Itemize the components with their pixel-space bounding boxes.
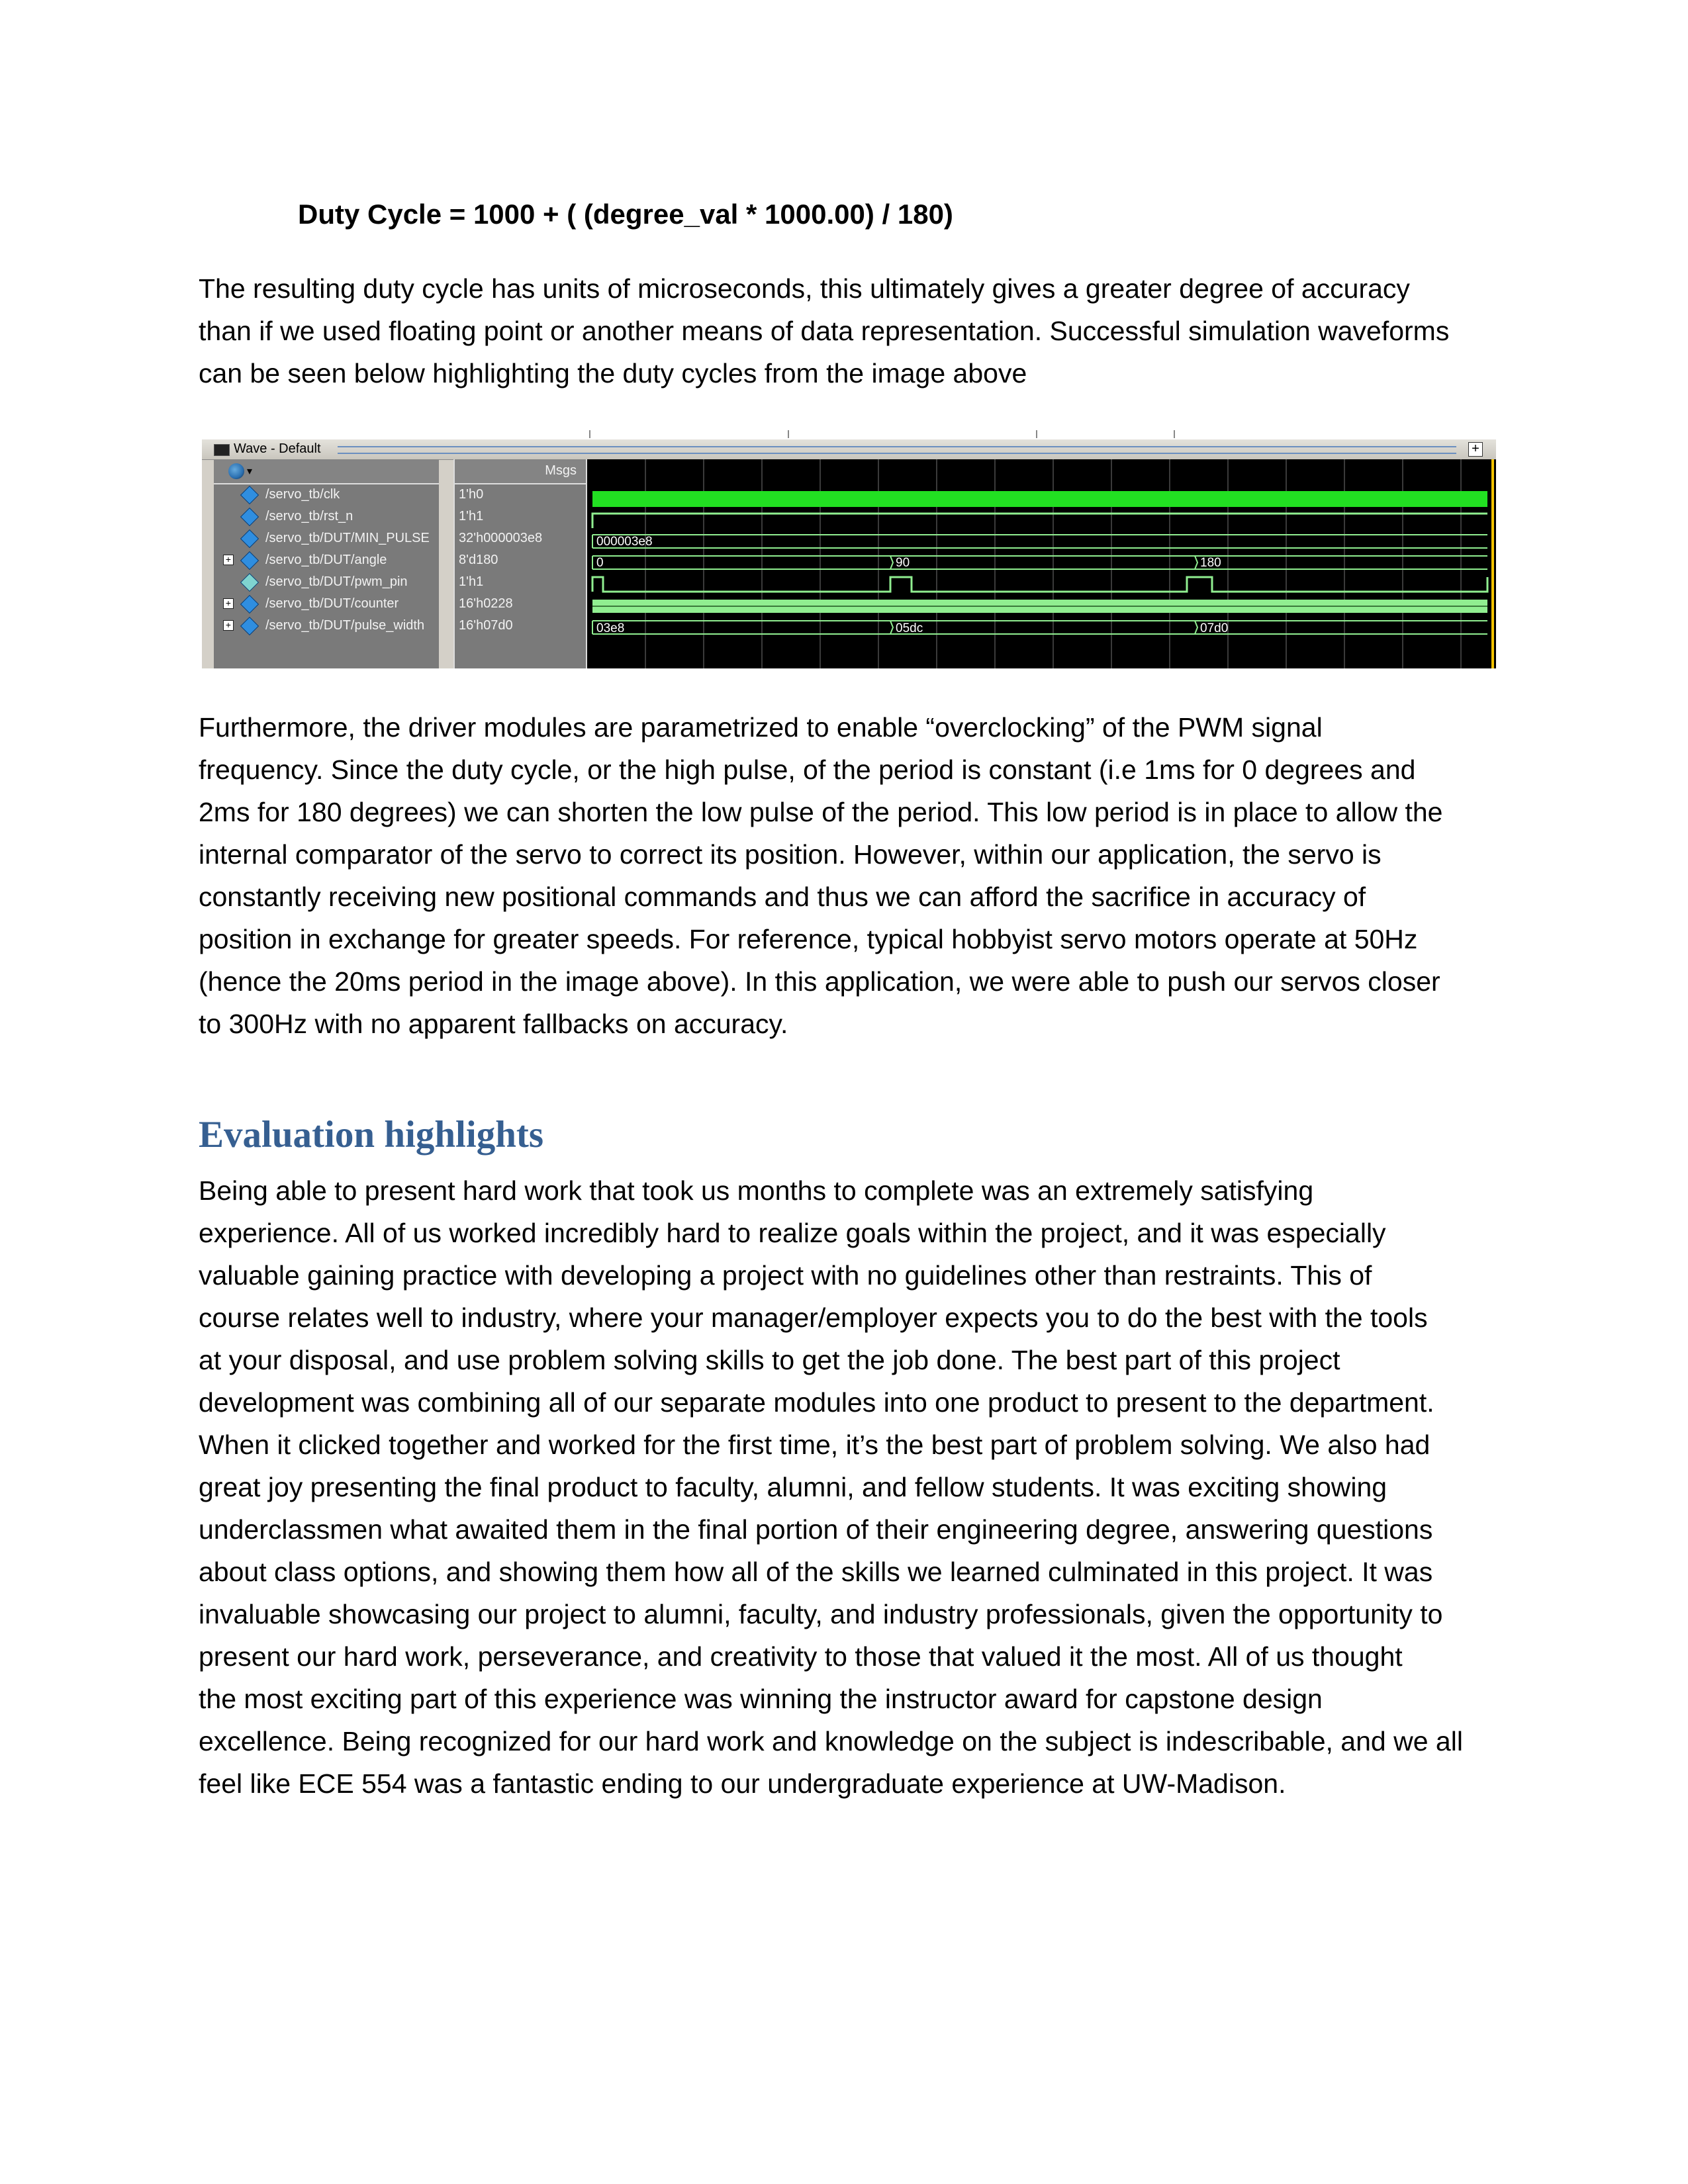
text-line: the most exciting part of this experience was winning the instructor award for capstone design: [199, 1684, 1323, 1714]
signal-value: 8'd180: [459, 553, 498, 567]
signal-name: /servo_tb/clk: [265, 487, 340, 502]
drag-grip[interactable]: [338, 446, 1456, 454]
waveform-plot[interactable]: [586, 459, 1496, 668]
signal-diamond-icon: [240, 617, 259, 635]
signal-diamond-icon: [240, 529, 259, 548]
signal-value: 16'h07d0: [459, 618, 513, 633]
values-header: [455, 459, 586, 484]
text-line: great joy presenting the final product to faculty, alumni, and fellow students. It was exciting showing: [199, 1472, 1387, 1502]
rst-wave: [592, 514, 1487, 528]
text-line: 2ms for 180 degrees) we can shorten the low pulse of the period. This low period is in place to allow the: [199, 797, 1443, 827]
text-line: underclassmen what awaited them in the final portion of their engineering degree, answering questions: [199, 1514, 1433, 1545]
text-line: to 300Hz with no apparent fallbacks on accuracy.: [199, 1009, 788, 1039]
pulse-width-label: 05dc: [896, 621, 923, 635]
text-line: frequency. Since the duty cycle, or the high pulse, of the period is constant (i.e 1ms for 0 degrees and: [199, 754, 1416, 785]
text-line: about class options, and showing them how all of the skills we learned culminated in this project. It was: [199, 1557, 1433, 1587]
signal-value: 1'h1: [459, 509, 484, 523]
wave-tool-icon[interactable]: [228, 463, 244, 479]
signal-diamond-icon: [240, 508, 259, 526]
text-line: Being able to present hard work that took us months to complete was an extremely satisfying: [199, 1175, 1314, 1206]
angle-label: 0: [596, 556, 604, 570]
paragraph-duty-cycle: [199, 267, 1496, 394]
text-line: at your disposal, and use problem solving skills to get the job done. The best part of this project: [199, 1345, 1340, 1375]
signal-row[interactable]: [214, 506, 439, 528]
wave-titlebar[interactable]: [202, 439, 1496, 460]
pulse-width-bus: [592, 621, 1487, 634]
text-line: course relates well to industry, where your manager/employer expects you to do the best with the tools: [199, 1302, 1428, 1333]
text-line: than if we used floating point or another means of data representation. Successful simulation waveforms: [199, 316, 1450, 346]
signal-values-column: [453, 459, 586, 668]
min-pulse-bus: [592, 535, 1487, 548]
text-line: The resulting duty cycle has units of microseconds, this ultimately gives a greater degree of accuracy: [199, 273, 1410, 304]
text-line: position in exchange for greater speeds. For reference, typical hobbyist servo motors operate at 50Hz: [199, 924, 1418, 954]
signal-row[interactable]: [214, 594, 439, 615]
wave-window-title: Wave - Default: [234, 441, 321, 456]
signal-value: 1'h0: [459, 487, 484, 502]
signal-names-column: [214, 459, 439, 668]
expand-plus-icon[interactable]: +: [223, 598, 234, 609]
wave-ruler: [202, 429, 1496, 440]
wave-window: [202, 429, 1496, 668]
text-line: Furthermore, the driver modules are parametrized to enable “overclocking” of the PWM signal: [199, 712, 1323, 743]
signal-row[interactable]: [214, 615, 439, 637]
expand-window-button[interactable]: +: [1468, 442, 1483, 457]
names-header: [214, 459, 439, 484]
chevron-down-icon[interactable]: ▾: [247, 466, 253, 477]
signal-diamond-icon: [240, 573, 259, 592]
expand-plus-icon[interactable]: +: [223, 620, 234, 631]
text-line: feel like ECE 554 was a fantastic ending to our undergraduate experience at UW-Madison.: [199, 1768, 1286, 1799]
text-line: development was combining all of our separate modules into one product to present to the department.: [199, 1387, 1434, 1418]
text-line: present our hard work, perseverance, and creativity to those that valued it the most. All of us thought: [199, 1641, 1403, 1672]
duty-cycle-formula: Duty Cycle = 1000 + ( (degree_val * 1000.00) / 180): [298, 199, 953, 230]
text-line: internal comparator of the servo to correct its position. However, within our application, the servo is: [199, 839, 1382, 870]
signal-name: /servo_tb/DUT/counter: [265, 596, 399, 611]
signal-diamond-icon: [240, 486, 259, 504]
value-row: [455, 550, 586, 572]
signal-value: 32'h000003e8: [459, 531, 543, 545]
pulse-width-label: 07d0: [1200, 621, 1229, 635]
text-line: experience. All of us worked incredibly hard to realize goals within the project, and it was especially: [199, 1218, 1386, 1248]
value-row: [455, 615, 586, 637]
value-row: [455, 506, 586, 528]
value-row: [455, 528, 586, 550]
paragraph-evaluation: [199, 1169, 1496, 1805]
angle-label: 90: [896, 556, 910, 570]
min-pulse-label: 000003e8: [596, 535, 653, 549]
paragraph-overclocking: [199, 706, 1496, 1045]
angle-bus: [592, 556, 1487, 569]
signal-name: /servo_tb/DUT/angle: [265, 553, 387, 567]
text-line: constantly receiving new positional commands and thus we can afford the sacrifice in accuracy of: [199, 882, 1366, 912]
text-line: When it clicked together and worked for the first time, it’s the best part of problem solving. We also had: [199, 1430, 1430, 1460]
signal-row[interactable]: [214, 484, 439, 506]
signal-value: 16'h0228: [459, 596, 513, 611]
signal-diamond-icon: [240, 595, 259, 614]
signal-value: 1'h1: [459, 574, 484, 589]
signal-name: /servo_tb/DUT/pulse_width: [265, 618, 425, 633]
signal-row[interactable]: [214, 550, 439, 572]
text-line: can be seen below highlighting the duty cycles from the image above: [199, 358, 1027, 388]
angle-label: 180: [1200, 556, 1221, 570]
pwm-wave: [592, 577, 1487, 592]
msgs-header: Msgs: [545, 463, 577, 478]
signal-name: /servo_tb/DUT/pwm_pin: [265, 574, 408, 589]
text-line: valuable gaining practice with developing a project with no guidelines other than restraints. This of: [199, 1260, 1372, 1291]
expand-plus-icon[interactable]: +: [223, 555, 234, 565]
clk-wave: [592, 491, 1487, 507]
signal-diamond-icon: [240, 551, 259, 570]
value-row: [455, 484, 586, 506]
signal-name: /servo_tb/DUT/MIN_PULSE: [265, 531, 430, 545]
value-row: [455, 594, 586, 615]
pulse-width-label: 03e8: [596, 621, 625, 635]
signal-row[interactable]: [214, 572, 439, 594]
section-heading: Evaluation highlights: [199, 1114, 544, 1156]
text-line: invaluable showcasing our project to alumni, faculty, and industry professionals, given the opportunity to: [199, 1599, 1443, 1629]
text-line: (hence the 20ms period in the image above). In this application, we were able to push our servos closer: [199, 966, 1440, 997]
signal-row[interactable]: [214, 528, 439, 550]
window-icon: [214, 444, 230, 456]
value-row: [455, 572, 586, 594]
text-line: excellence. Being recognized for our hard work and knowledge on the subject is indescribable, and we all: [199, 1726, 1463, 1756]
signal-name: /servo_tb/rst_n: [265, 509, 353, 523]
